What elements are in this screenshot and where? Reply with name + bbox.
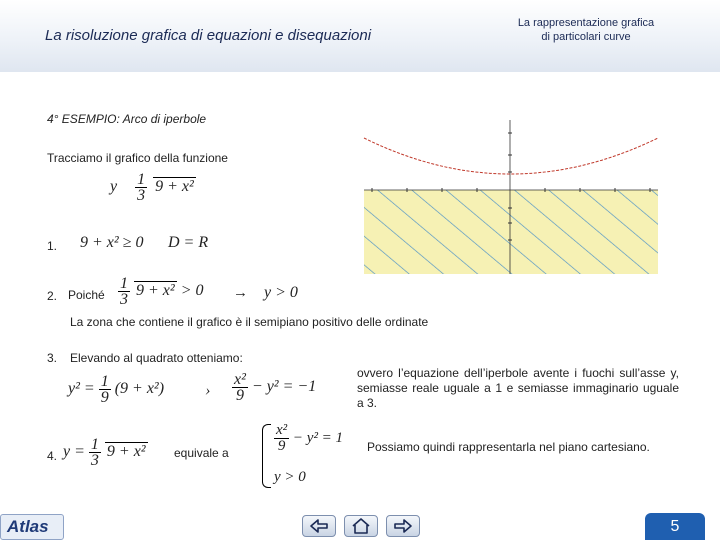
hyperbola-equation: $\frac{\text{x²}}{9}$ − y² = −1: [234, 371, 317, 404]
item4-function: y = $\frac{1}{3}$ 9 + x²: [63, 436, 146, 469]
page-number: 5: [645, 513, 705, 540]
item2-word: Poiché: [68, 288, 105, 302]
implies-symbol: ›: [205, 382, 211, 399]
ovvero-text: ovvero l’equazione dell’iperbole avente i fuochi sull’asse y, semiasse reale uguale a 1 e semiasse immaginario uguale a 3.: [357, 366, 679, 410]
formula-sqrt: 9 + x²: [155, 178, 194, 196]
header-bar: [0, 0, 720, 72]
atlas-logo: Atlas: [0, 514, 64, 540]
zona-text: La zona che contiene il grafico è il semipiano positivo delle ordinate: [70, 315, 429, 329]
prev-button[interactable]: [302, 515, 336, 537]
hyperbola-arc: [364, 138, 658, 174]
item4-number: 4.: [47, 449, 58, 463]
right-arrow-icon: [387, 516, 419, 536]
hatched-half-plane: [364, 190, 658, 274]
item2-number: 2.: [47, 289, 58, 303]
system-brace: [262, 424, 271, 488]
example-title: 4° ESEMPIO: Arco di iperbole: [47, 112, 207, 126]
section-title: [486, 16, 686, 44]
section-title-line2: di particolari curve: [541, 31, 631, 43]
formula-y: y: [110, 178, 118, 196]
system-equation: $\frac{\text{x²}}{9}$ − y² = 1: [276, 422, 344, 454]
item3-equation: y² = $\frac{1}{9}$ (9 + x²): [68, 373, 165, 406]
hyperbola-graph: [362, 120, 662, 274]
home-icon: [345, 516, 377, 536]
formula-fraction: $\frac{1}{3}$: [137, 171, 146, 204]
implication-arrow: →: [233, 285, 248, 301]
section-title-line1: La rappresentazione grafica: [517, 17, 655, 29]
intro-text: Tracciamo il grafico della funzione: [47, 151, 228, 165]
left-arrow-icon: [303, 516, 335, 536]
item1-number: 1.: [47, 239, 58, 253]
item2-inequality: $\frac{1}{3}$ 9 + x² > 0: [120, 275, 204, 308]
item2-result: y > 0: [264, 284, 298, 301]
equivale-text: equivale a: [174, 446, 229, 460]
item3-text: Elevando al quadrato otteniamo:: [70, 351, 243, 365]
possiamo-text: Possiamo quindi rappresentarla nel piano cartesiano.: [367, 440, 650, 454]
item1-inequality: 9 + x² ≥ 0: [80, 234, 144, 251]
presentation-title: La risoluzione grafica di equazioni e disequazioni: [45, 27, 372, 44]
next-button[interactable]: [386, 515, 420, 537]
home-button[interactable]: [344, 515, 378, 537]
system-condition: y > 0: [274, 469, 306, 485]
item1-domain: D = R: [168, 234, 209, 251]
function-formula: [110, 172, 196, 203]
item3-number: 3.: [47, 351, 58, 365]
